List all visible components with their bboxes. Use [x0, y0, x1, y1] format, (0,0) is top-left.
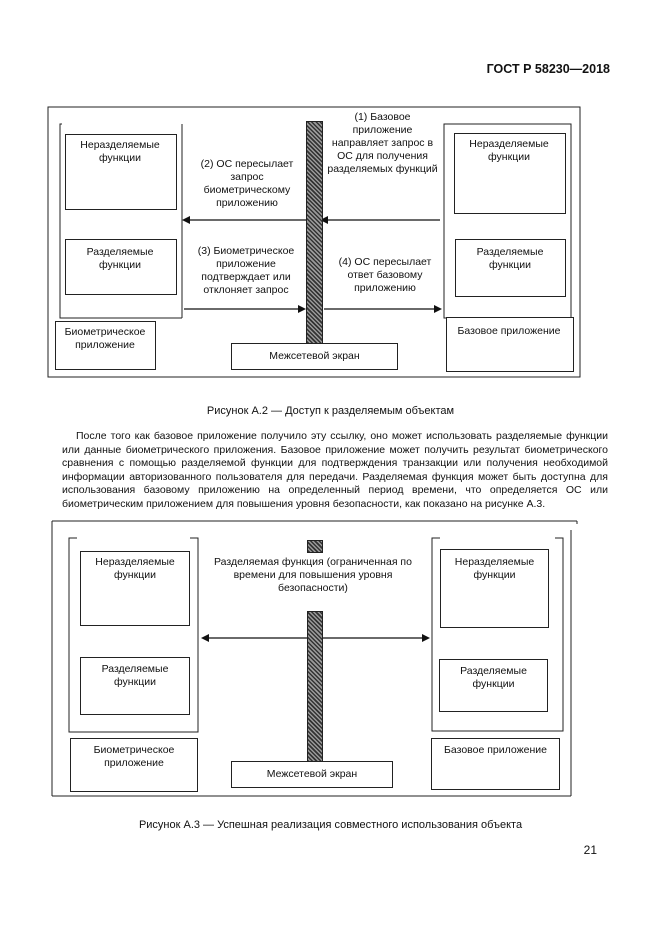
base-app-label: Базовое приложение [444, 744, 547, 756]
firewall-label: Межсетевой экран [269, 350, 360, 362]
step-4-text: (4) ОС пересылает ответ базовому приложению [338, 256, 432, 294]
left-unshared-functions-box [80, 551, 190, 626]
figure-a2-caption: Рисунок А.2 — Доступ к разделяемым объектам [206, 405, 455, 417]
page-number: 21 [583, 843, 597, 857]
document-standard-number: ГОСТ Р 58230—2018 [486, 62, 610, 76]
left-shared-label: Разделяемые функции [86, 246, 154, 271]
biometric-app-label: Биометрическое приложение [64, 326, 146, 351]
shared-function-note: Разделяемая функция (ограниченная по времени для повышения уровня безопасности) [214, 556, 412, 594]
left-unshared-label: Неразделяемые функции [80, 139, 160, 164]
step-3-text: (3) Биометрическое приложение подтверждает или отклоняет запрос [197, 245, 295, 296]
firewall-small-block [307, 540, 323, 553]
step-2-text: (2) ОС пересылает запрос биометрическому приложению [200, 158, 294, 209]
right-shared-label: Разделяемые функции [476, 246, 544, 271]
step-1-text: (1) Базовое приложение направляет запрос в ОС для получения разделяемых функций [327, 111, 438, 175]
biometric-app-label: Биометрическое приложение [93, 744, 175, 769]
figure-a3-caption: Рисунок А.3 — Успешная реализация совместного использования объекта [138, 819, 523, 831]
right-unshared-label: Неразделяемые функции [454, 556, 535, 581]
base-app-box [431, 738, 560, 790]
biometric-app-box [70, 738, 198, 792]
right-unshared-functions-box [440, 549, 549, 628]
firewall-label: Межсетевой экран [266, 768, 358, 780]
left-unshared-label: Неразделяемые функции [95, 556, 175, 581]
firewall-box [231, 761, 393, 788]
body-paragraph-text: После того как базовое приложение получило эту ссылку, оно может использовать разделяемые функции или данные биометрического приложения. Базовое приложение может получить результат биометрического сравнения с помощью разделяемой функции для подтверждения транзакции или получения необходимой информации авторизованного пользователя для передачи. Разделяемая функция может быть доступна для использования базовому приложению на определенный период времени, что определяется ОС или биометрическим приложением для повышения уровня безопасности, как показано на рисунке А.3. [62, 430, 608, 510]
right-unshared-label: Неразделяемые функции [469, 138, 549, 163]
firewall-barrier [307, 611, 323, 763]
right-shared-label: Разделяемые функции [460, 665, 527, 690]
left-shared-functions-box [80, 657, 190, 715]
left-shared-label: Разделяемые функции [101, 663, 169, 688]
right-shared-functions-box [439, 659, 548, 712]
base-app-label: Базовое приложение [457, 325, 561, 337]
